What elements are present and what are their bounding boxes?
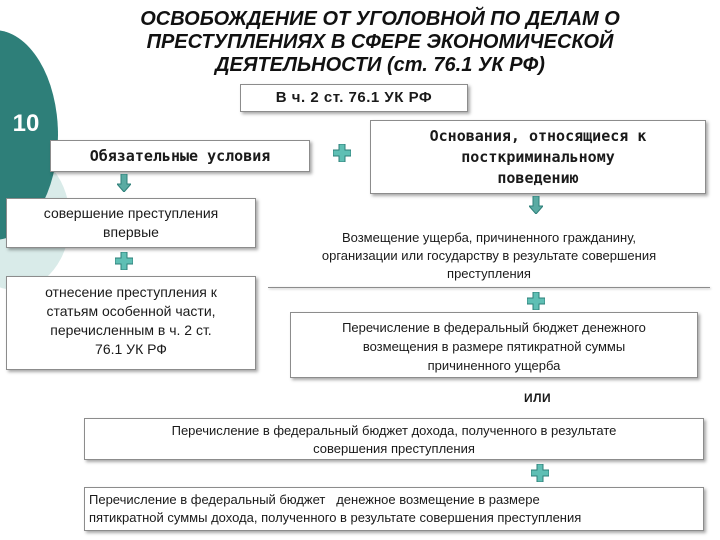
- condition-first-offense-box: [6, 198, 256, 248]
- damage-box-bottom-border: [268, 287, 710, 288]
- right-heading-box: [370, 120, 706, 194]
- item-2-line-1: Перечисление в федеральный бюджет денежного: [342, 320, 646, 335]
- title-line-3: ДЕЯТЕЛЬНОСТИ (ст. 76.1 УК РФ): [215, 54, 545, 76]
- item-3-line-1: Перечисление в федеральный бюджет дохода, полученного в результате: [171, 423, 617, 438]
- condition-2-line-3: перечисленным в ч. 2 ст.: [50, 322, 212, 338]
- plus-icon: [115, 252, 133, 270]
- plus-icon: [531, 464, 549, 482]
- slide-number: 10: [12, 110, 40, 137]
- damage-compensation-box: [268, 222, 710, 288]
- item-1-line-1: Возмещение ущерба, причиненного гражданину,: [341, 230, 637, 245]
- header-box-article: [240, 84, 468, 112]
- left-heading-label: Обязательные условия: [89, 147, 271, 165]
- condition-1-line-2: впервые: [103, 224, 159, 240]
- plus-icon: [527, 292, 545, 310]
- slide-title: [60, 8, 700, 77]
- item-1-line-2: организации или государству в результате совершения: [321, 248, 657, 263]
- right-heading-line-1: Основания, относящиеся к: [429, 127, 647, 145]
- item-3-line-2: совершения преступления: [313, 441, 475, 456]
- arrow-down-icon: [117, 174, 131, 192]
- item-1-line-3: преступления: [447, 266, 531, 281]
- condition-2-line-1: отнесение преступления к: [45, 284, 217, 300]
- header-box-label: В ч. 2 ст. 76.1 УК РФ: [275, 89, 433, 106]
- fivefold-damage-box: [290, 312, 698, 378]
- title-line-1: ОСВОБОЖДЕНИЕ ОТ УГОЛОВНОЙ ПО ДЕЛАМ О: [140, 8, 620, 30]
- item-2-line-3: причиненного ущерба: [427, 358, 561, 373]
- condition-1-line-1: совершение преступления: [43, 205, 219, 221]
- or-label: ИЛИ: [524, 391, 552, 405]
- condition-2-line-4: 76.1 УК РФ: [95, 341, 167, 357]
- condition-2-line-2: статьям особенной части,: [46, 303, 216, 319]
- income-transfer-box: [84, 418, 704, 460]
- title-line-2: ПРЕСТУПЛЕНИЯХ В СФЕРЕ ЭКОНОМИЧЕСКОЙ: [146, 31, 614, 53]
- fivefold-income-box: [84, 487, 704, 531]
- item-2-line-2: возмещения в размере пятикратной суммы: [362, 339, 626, 354]
- condition-article-box: [6, 276, 256, 370]
- right-heading-line-3: поведению: [497, 169, 579, 187]
- plus-icon: [333, 144, 351, 162]
- item-4-line-2: пятикратной суммы дохода, полученного в результате совершения преступления: [89, 510, 582, 525]
- arrow-down-icon: [529, 196, 543, 214]
- left-heading-box: [50, 140, 310, 172]
- right-heading-line-2: посткриминальному: [461, 148, 615, 166]
- item-4-line-1: Перечисление в федеральный бюджет денежное возмещение в размере: [89, 492, 540, 507]
